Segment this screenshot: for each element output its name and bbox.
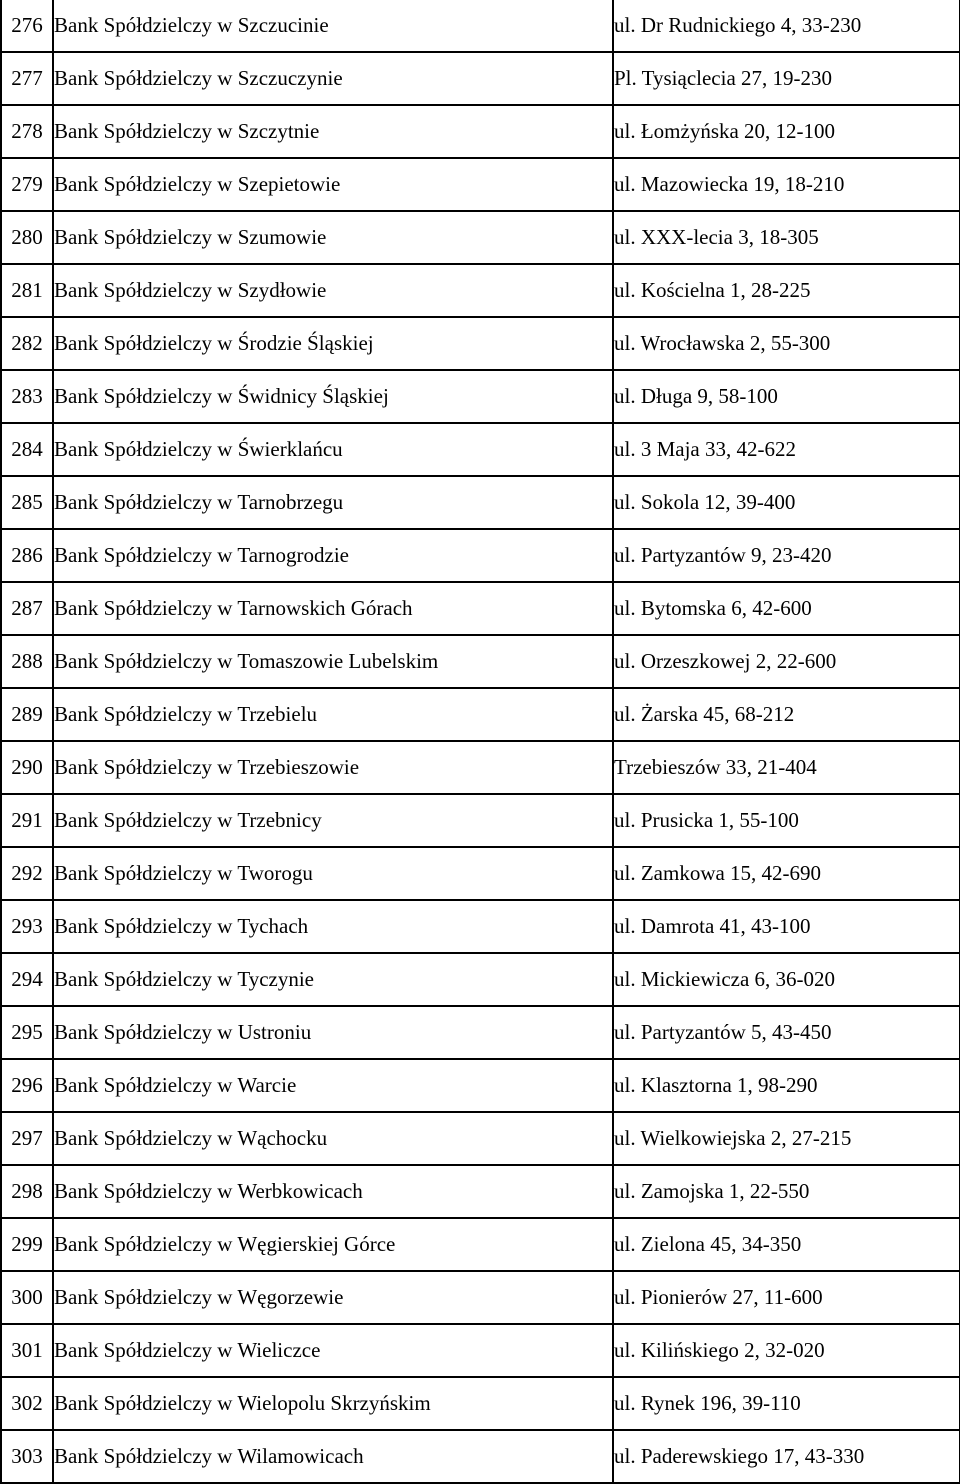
table-row [1,476,960,529]
table-row [1,582,960,635]
bank-name: Bank Spółdzielczy w Trzebielu [53,688,613,741]
row-number: 301 [1,1324,53,1377]
bank-address: ul. Klasztorna 1, 98-290 [613,1059,960,1112]
bank-address: ul. Łomżyńska 20, 12-100 [613,105,960,158]
bank-address: Pl. Tysiąclecia 27, 19-230 [613,52,960,105]
table-row [1,52,960,105]
bank-list-body [1,0,960,1483]
bank-address: ul. Zamojska 1, 22-550 [613,1165,960,1218]
row-number: 285 [1,476,53,529]
row-number: 289 [1,688,53,741]
row-number: 277 [1,52,53,105]
row-number: 295 [1,1006,53,1059]
bank-name: Bank Spółdzielczy w Werbkowicach [53,1165,613,1218]
bank-name: Bank Spółdzielczy w Tyczynie [53,953,613,1006]
row-number: 283 [1,370,53,423]
bank-address: ul. Zielona 45, 34-350 [613,1218,960,1271]
table-row [1,1324,960,1377]
bank-name: Bank Spółdzielczy w Węgierskiej Górce [53,1218,613,1271]
bank-address: ul. Wielkowiejska 2, 27-215 [613,1112,960,1165]
bank-address: ul. Mazowiecka 19, 18-210 [613,158,960,211]
bank-name: Bank Spółdzielczy w Świdnicy Śląskiej [53,370,613,423]
bank-name: Bank Spółdzielczy w Środzie Śląskiej [53,317,613,370]
bank-name: Bank Spółdzielczy w Wieliczce [53,1324,613,1377]
table-row [1,953,960,1006]
bank-name: Bank Spółdzielczy w Szumowie [53,211,613,264]
table-row [1,0,960,52]
bank-name: Bank Spółdzielczy w Trzebieszowie [53,741,613,794]
row-number: 290 [1,741,53,794]
table-row [1,423,960,476]
row-number: 294 [1,953,53,1006]
row-number: 276 [1,0,53,52]
row-number: 298 [1,1165,53,1218]
row-number: 291 [1,794,53,847]
table-row [1,370,960,423]
table-row [1,1006,960,1059]
table-row [1,741,960,794]
bank-address: ul. Wrocławska 2, 55-300 [613,317,960,370]
bank-name: Bank Spółdzielczy w Świerklańcu [53,423,613,476]
bank-address: ul. Kościelna 1, 28-225 [613,264,960,317]
row-number: 292 [1,847,53,900]
table-row [1,635,960,688]
row-number: 299 [1,1218,53,1271]
bank-address: ul. Partyzantów 9, 23-420 [613,529,960,582]
bank-name: Bank Spółdzielczy w Szczytnie [53,105,613,158]
bank-name: Bank Spółdzielczy w Węgorzewie [53,1271,613,1324]
row-number: 278 [1,105,53,158]
table-row [1,158,960,211]
bank-address: ul. XXX-lecia 3, 18-305 [613,211,960,264]
table-row [1,529,960,582]
table-row [1,264,960,317]
table-row [1,794,960,847]
row-number: 296 [1,1059,53,1112]
row-number: 284 [1,423,53,476]
bank-name: Bank Spółdzielczy w Tworogu [53,847,613,900]
bank-address: ul. Żarska 45, 68-212 [613,688,960,741]
bank-address: ul. Paderewskiego 17, 43-330 [613,1430,960,1483]
bank-address: ul. Orzeszkowej 2, 22-600 [613,635,960,688]
bank-name: Bank Spółdzielczy w Tomaszowie Lubelskim [53,635,613,688]
bank-address: ul. Damrota 41, 43-100 [613,900,960,953]
row-number: 282 [1,317,53,370]
row-number: 297 [1,1112,53,1165]
bank-name: Bank Spółdzielczy w Tarnobrzegu [53,476,613,529]
row-number: 280 [1,211,53,264]
bank-name: Bank Spółdzielczy w Ustroniu [53,1006,613,1059]
bank-address: ul. 3 Maja 33, 42-622 [613,423,960,476]
row-number: 279 [1,158,53,211]
bank-name: Bank Spółdzielczy w Tarnogrodzie [53,529,613,582]
table-row [1,211,960,264]
bank-name: Bank Spółdzielczy w Tychach [53,900,613,953]
bank-name: Bank Spółdzielczy w Trzebnicy [53,794,613,847]
bank-address: ul. Kilińskiego 2, 32-020 [613,1324,960,1377]
row-number: 302 [1,1377,53,1430]
row-number: 300 [1,1271,53,1324]
bank-address: ul. Długa 9, 58-100 [613,370,960,423]
bank-address: ul. Partyzantów 5, 43-450 [613,1006,960,1059]
row-number: 293 [1,900,53,953]
row-number: 287 [1,582,53,635]
table-row [1,1377,960,1430]
bank-name: Bank Spółdzielczy w Szepietowie [53,158,613,211]
table-row [1,1165,960,1218]
table-row [1,847,960,900]
table-row [1,1430,960,1483]
table-row [1,105,960,158]
row-number: 288 [1,635,53,688]
bank-address: ul. Bytomska 6, 42-600 [613,582,960,635]
bank-name: Bank Spółdzielczy w Warcie [53,1059,613,1112]
bank-address: ul. Prusicka 1, 55-100 [613,794,960,847]
bank-address: Trzebieszów 33, 21-404 [613,741,960,794]
table-row [1,1059,960,1112]
row-number: 281 [1,264,53,317]
bank-name: Bank Spółdzielczy w Tarnowskich Górach [53,582,613,635]
row-number: 303 [1,1430,53,1483]
bank-address: ul. Zamkowa 15, 42-690 [613,847,960,900]
table-row [1,900,960,953]
table-row [1,688,960,741]
bank-name: Bank Spółdzielczy w Szczuczynie [53,52,613,105]
bank-name: Bank Spółdzielczy w Szydłowie [53,264,613,317]
bank-name: Bank Spółdzielczy w Wąchocku [53,1112,613,1165]
row-number: 286 [1,529,53,582]
table-row [1,317,960,370]
table-row [1,1271,960,1324]
table-row [1,1112,960,1165]
table-row [1,1218,960,1271]
bank-name: Bank Spółdzielczy w Wielopolu Skrzyńskim [53,1377,613,1430]
bank-address: ul. Dr Rudnickiego 4, 33-230 [613,0,960,52]
bank-address: ul. Pionierów 27, 11-600 [613,1271,960,1324]
bank-name: Bank Spółdzielczy w Wilamowicach [53,1430,613,1483]
bank-name: Bank Spółdzielczy w Szczucinie [53,0,613,52]
bank-address: ul. Sokola 12, 39-400 [613,476,960,529]
bank-address: ul. Rynek 196, 39-110 [613,1377,960,1430]
bank-address: ul. Mickiewicza 6, 36-020 [613,953,960,1006]
